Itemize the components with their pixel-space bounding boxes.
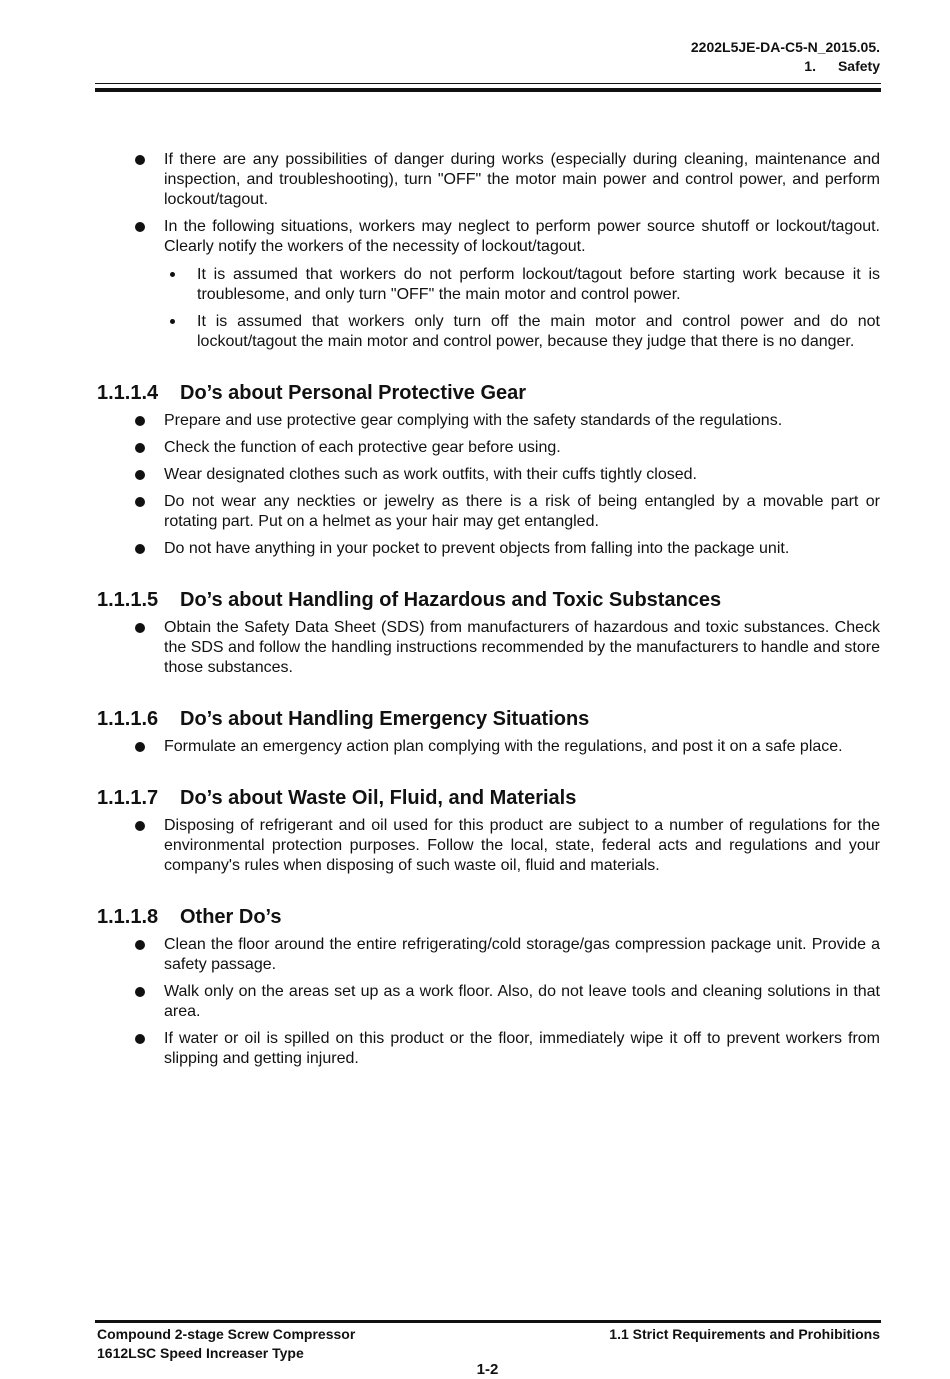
bullet-text: In the following situations, workers may neglect to perform power source shutoff or lockout/tagout. Clearly notify the workers of the necessity of lockout/tagout. bbox=[164, 218, 880, 255]
sub-list-item bbox=[164, 265, 880, 305]
section-title: Do’s about Handling of Hazardous and Toxic Substances bbox=[180, 589, 722, 611]
page-number: 1-2 bbox=[476, 1361, 499, 1378]
bullet-icon bbox=[135, 742, 145, 752]
header-section bbox=[691, 57, 880, 76]
list-item bbox=[97, 150, 880, 210]
document-code: 2202L5JE-DA-C5-N_2015.05. bbox=[690, 39, 880, 55]
bullet-icon bbox=[135, 544, 145, 554]
bullet-text: If water or oil is spilled on this product or the floor, immediately wipe it off to prevent workers from slipping and getting injured. bbox=[164, 1030, 880, 1067]
bullet-text: Check the function of each protective gear before using. bbox=[164, 439, 561, 456]
section-heading bbox=[97, 707, 880, 731]
bullet-icon bbox=[135, 987, 145, 997]
list-item bbox=[97, 618, 880, 678]
header-section-number: 1. bbox=[804, 58, 816, 74]
bullet-icon bbox=[135, 821, 145, 831]
list-item bbox=[97, 982, 880, 1022]
section-title: Do’s about Personal Protective Gear bbox=[180, 382, 527, 404]
bullet-list bbox=[97, 935, 880, 1069]
page-content bbox=[97, 150, 880, 1076]
bullet-icon bbox=[135, 443, 145, 453]
section-number: 1.1.1.5 bbox=[97, 589, 159, 611]
bullet-list bbox=[97, 816, 880, 876]
section-title: Do’s about Handling Emergency Situations bbox=[180, 708, 590, 730]
section-number: 1.1.1.6 bbox=[97, 708, 159, 730]
bullet-text: Walk only on the areas set up as a work floor. Also, do not leave tools and cleaning solutions in that area. bbox=[164, 983, 880, 1020]
section-title: Do’s about Waste Oil, Fluid, and Materials bbox=[180, 787, 577, 809]
header-rule bbox=[95, 83, 881, 92]
footer-chapter-title: 1.1 Strict Requirements and Prohibitions bbox=[609, 1326, 880, 1342]
section-other-dos bbox=[97, 905, 880, 1069]
section-number: 1.1.1.4 bbox=[97, 382, 159, 404]
section-heading bbox=[97, 905, 880, 929]
section-number: 1.1.1.7 bbox=[97, 787, 159, 809]
list-item bbox=[97, 737, 880, 757]
bullet-text: Clean the floor around the entire refrigerating/cold storage/gas compression package unit. Provide a safety passage. bbox=[164, 936, 880, 973]
footer-product-line2: 1612LSC Speed Increaser Type bbox=[97, 1345, 304, 1361]
bullet-icon bbox=[135, 1034, 145, 1044]
bullet-icon bbox=[135, 497, 145, 507]
section-heading bbox=[97, 381, 880, 405]
section-personal-protective-gear bbox=[97, 381, 880, 559]
bullet-icon bbox=[135, 470, 145, 480]
sub-bullet-text: It is assumed that workers only turn off the main motor and control power and do not lockout/tagout the main motor and control power, because they judge that there is no danger. bbox=[197, 313, 880, 350]
sub-bullet-list bbox=[164, 265, 880, 352]
bullet-icon bbox=[135, 416, 145, 426]
section-waste-materials bbox=[97, 786, 880, 876]
section-heading bbox=[97, 786, 880, 810]
bullet-text: Prepare and use protective gear complying with the safety standards of the regulations. bbox=[164, 412, 783, 429]
section-title: Other Do’s bbox=[180, 906, 282, 928]
sub-list-item bbox=[164, 312, 880, 352]
intro-bullet-list bbox=[97, 150, 880, 352]
bullet-list bbox=[97, 411, 880, 559]
section-heading bbox=[97, 588, 880, 612]
section-number: 1.1.1.8 bbox=[97, 906, 159, 928]
bullet-icon bbox=[135, 623, 145, 633]
list-item bbox=[97, 539, 880, 559]
bullet-text: If there are any possibilities of danger during works (especially during cleaning, maintenance and inspection, and troubleshooting), turn "OFF" the motor main power and control power, and perform lockout/tagout. bbox=[164, 151, 880, 208]
bullet-text: Wear designated clothes such as work outfits, with their cuffs tightly closed. bbox=[164, 466, 697, 483]
list-item bbox=[97, 492, 880, 532]
list-item bbox=[97, 816, 880, 876]
sub-bullet-icon bbox=[170, 272, 175, 277]
footer-rule bbox=[95, 1320, 881, 1323]
bullet-icon bbox=[135, 940, 145, 950]
bullet-icon bbox=[135, 222, 145, 232]
list-item bbox=[97, 935, 880, 975]
header-section-title: Safety bbox=[837, 58, 880, 74]
sub-bullet-icon bbox=[170, 319, 175, 324]
bullet-list bbox=[97, 737, 880, 757]
bullet-text: Formulate an emergency action plan complying with the regulations, and post it on a safe place. bbox=[164, 738, 843, 755]
bullet-text: Disposing of refrigerant and oil used for this product are subject to a number of regulations for the environmental protection purposes. Follow the local, state, federal acts and regulations and your company's rules when disposing of such waste oil, fluid and materials. bbox=[164, 817, 880, 874]
section-hazardous-substances bbox=[97, 588, 880, 678]
sub-bullet-text: It is assumed that workers do not perform lockout/tagout before starting work because it is troublesome, and only turn "OFF" the main motor and control power. bbox=[197, 266, 880, 303]
page-header bbox=[691, 38, 880, 76]
footer-product-line1: Compound 2-stage Screw Compressor bbox=[97, 1326, 356, 1342]
bullet-icon bbox=[135, 155, 145, 165]
list-item bbox=[97, 411, 880, 431]
bullet-text: Obtain the Safety Data Sheet (SDS) from manufacturers of hazardous and toxic substances. Check the SDS and follow the handling instructions recommended by the manufacturers to handle and store those substances. bbox=[164, 619, 880, 676]
bullet-text: Do not wear any neckties or jewelry as there is a risk of being entangled by a movable part or rotating part. Put on a helmet as your hair may get entangled. bbox=[164, 493, 880, 530]
section-emergency-situations bbox=[97, 707, 880, 757]
list-item bbox=[97, 465, 880, 485]
bullet-list bbox=[97, 618, 880, 678]
bullet-text: Do not have anything in your pocket to prevent objects from falling into the package unit. bbox=[164, 540, 790, 557]
list-item bbox=[97, 217, 880, 352]
list-item bbox=[97, 1029, 880, 1069]
footer-product bbox=[97, 1325, 355, 1363]
list-item bbox=[97, 438, 880, 458]
